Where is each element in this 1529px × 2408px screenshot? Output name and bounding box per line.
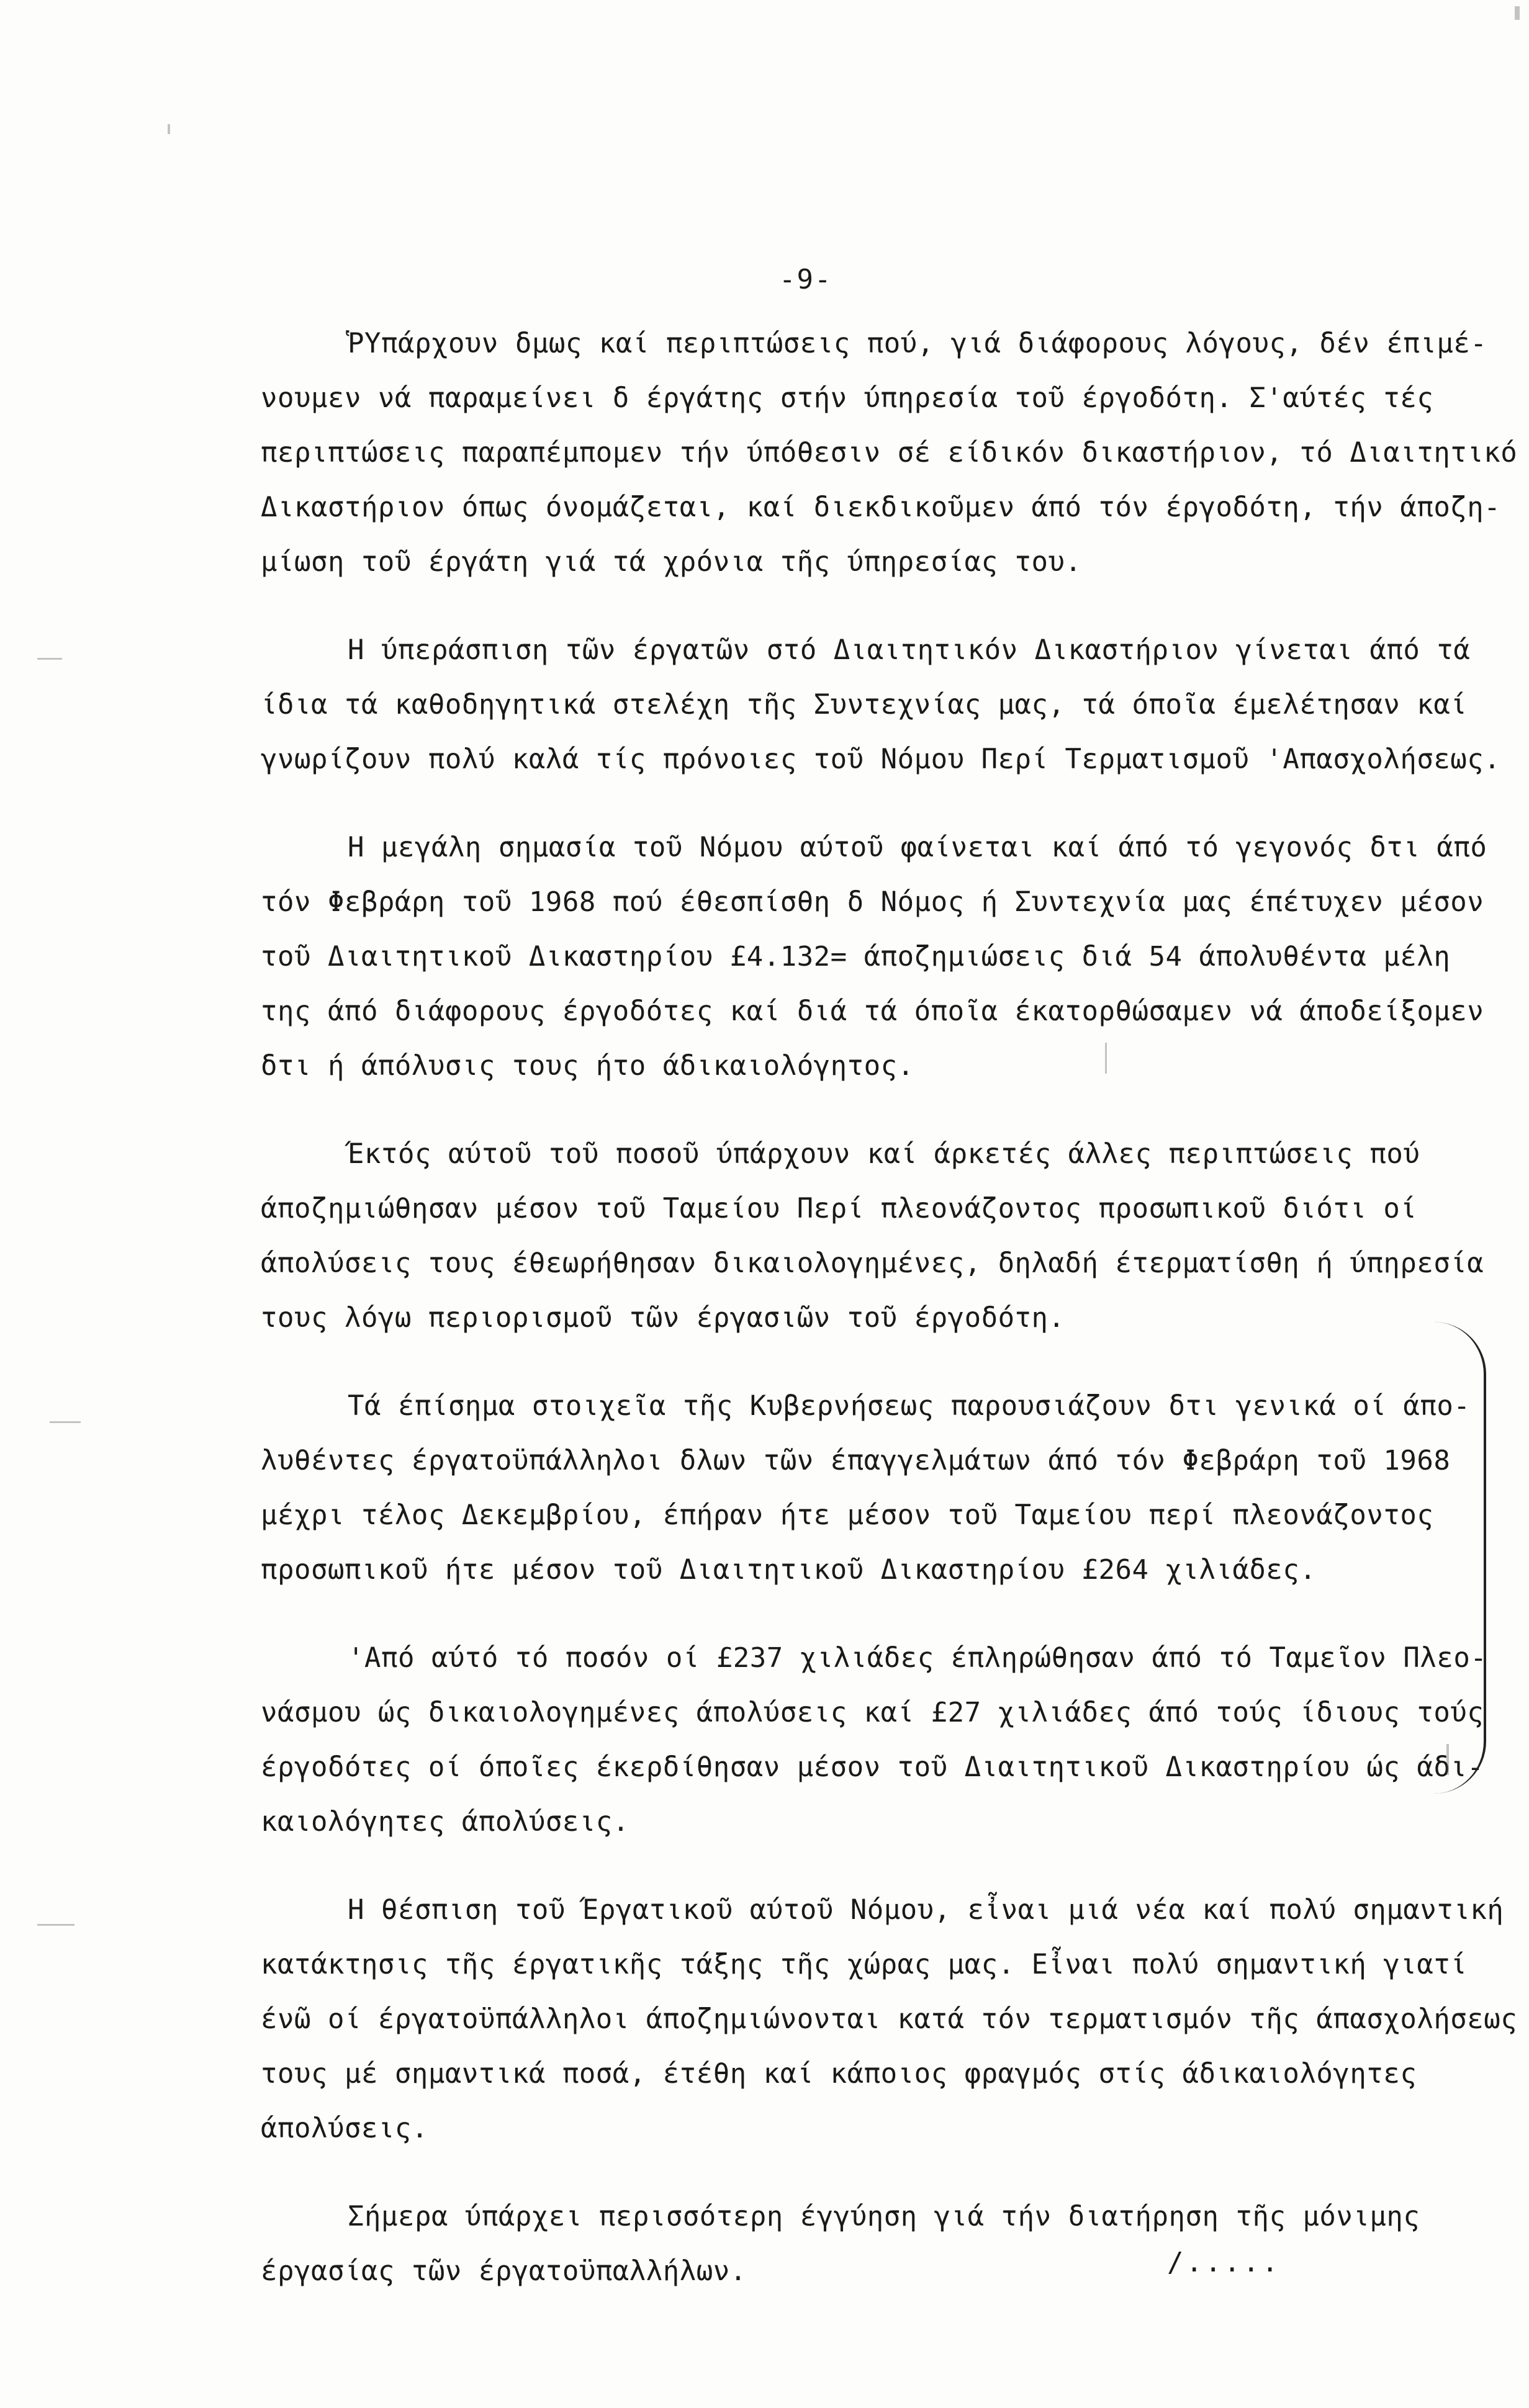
paragraph <box>261 1631 1487 1849</box>
text-line: Δικαστήριον όπως όνομάζεται, καί διεκδικοῦμεν άπό τόν έργοδότη, τήν άποζη- <box>261 492 1501 523</box>
text-line: μίωση τοῦ έργάτη γιά τά χρόνια τῆς ύπηρεσίας του. <box>261 546 1082 578</box>
text-line: μέχρι τέλος Δεκεμβρίου, έπήραν ήτε μέσον τοῦ Ταμείου περί πλεονάζοντος <box>261 1499 1434 1531</box>
text-line: 'Από αύτό τό ποσόν οί £237 χιλιάδες έπληρώθησαν άπό τό Ταμεῖον Πλεο- <box>348 1642 1487 1674</box>
text-line: Έκτός αύτοῦ τοῦ ποσοῦ ύπάρχουν καί άρκετές άλλες περιπτώσεις πού <box>348 1138 1420 1170</box>
text-line: Η μεγάλη σημασία τοῦ Νόμου αύτοῦ φαίνεται καί άπό τό γεγονός δτι άπό <box>348 832 1487 863</box>
paragraph <box>261 2190 1440 2299</box>
text-line: τοῦ Διαιτητικοῦ Δικαστηρίου £4.132= άποζημιώσεις διά 54 άπολυθέντα μέλη <box>261 941 1451 973</box>
handwritten-bracket-mark <box>1434 1322 1486 1794</box>
text-line: έργασίας τῶν έργατοϋπαλλήλων. <box>261 2255 747 2287</box>
text-line: τους μέ σημαντικά ποσά, έτέθη καί κάποιος φραγμός στίς άδικαιολόγητες <box>261 2058 1417 2090</box>
text-line: ίδια τά καθοδηγητικά στελέχη τῆς Συντεχνίας μας, τά όποῖα έμελέτησαν καί <box>261 689 1468 721</box>
paragraph <box>261 1379 1471 1597</box>
text-line: της άπό διάφορους έργοδότες καί διά τά όποῖα έκατορθώσαμεν νά άποδείξομεν <box>261 995 1484 1027</box>
text-line: έργοδότες οί όποῖες έκερδίθησαν μέσον τοῦ Διαιτητικοῦ Δικαστηρίου ώς άδι- <box>261 1751 1484 1783</box>
paragraph <box>261 317 1518 590</box>
text-line: λυθέντες έργατοϋπάλληλοι δλων τῶν έπαγγελμάτων άπό τόν Φεβράρη τοῦ 1968 <box>261 1445 1451 1476</box>
text-line: Η θέσπιση τοῦ Έργατικοῦ αύτοῦ Νόμου, εἶναι μιά νέα καί πολύ σημαντική <box>348 1894 1504 1926</box>
text-line: Η ύπεράσπιση τῶν έργατῶν στό Διαιτητικόν Δικαστήριον γίνεται άπό τά <box>348 634 1471 666</box>
continuation-mark: /..... <box>1167 2247 1281 2278</box>
text-line: άπολύσεις τους έθεωρήθησαν δικαιολογημένες, δηλαδή έτερματίσθη ή ύπηρεσία <box>261 1247 1484 1279</box>
text-line: ῬΥπάρχουν δμως καί περιπτώσεις πού, γιά διάφορους λόγους, δέν έπιμέ- <box>348 328 1487 359</box>
text-line: περιπτώσεις παραπέμπομεν τήν ύπόθεσιν σέ είδικόν δικαστήριον, τό Διαιτητικό <box>261 437 1518 469</box>
text-line: τους λόγω περιορισμοῦ τῶν έργασιῶν τοῦ έργοδότη. <box>261 1302 1065 1334</box>
text-line: Τά έπίσημα στοιχεῖα τῆς Κυβερνήσεως παρουσιάζουν δτι γενικά οί άπο- <box>348 1390 1471 1422</box>
text-line: κατάκτησις τῆς έργατικῆς τάξης τῆς χώρας μας. Εἶναι πολύ σημαντική γιατί <box>261 1949 1468 1980</box>
page-number: -9- <box>779 264 832 295</box>
text-line: ένῶ οί έργατοϋπάλληλοι άποζημιώνονται κατά τόν τερματισμόν τῆς άπασχολήσεως <box>261 2003 1518 2035</box>
text-line: Σήμερα ύπάρχει περισσότερη έγγύηση γιά τήν διατήρηση τῆς μόνιμης <box>348 2201 1420 2232</box>
paragraph <box>261 820 1487 1094</box>
text-line: άποζημιώθησαν μέσον τοῦ Ταμείου Περί πλεονάζοντος προσωπικοῦ διότι οί <box>261 1193 1417 1224</box>
scan-speck <box>168 124 170 134</box>
scan-speck <box>1105 1043 1107 1074</box>
paragraph <box>261 1127 1484 1346</box>
text-line: γνωρίζουν πολύ καλά τίς πρόνοιες τοῦ Νόμου Περί Τερματισμοῦ 'Απασχολήσεως. <box>261 744 1501 775</box>
text-line: νουμεν νά παραμείνει δ έργάτης στήν ύπηρεσία τοῦ έργοδότη. Σ'αύτές τές <box>261 382 1434 414</box>
paragraph <box>261 623 1501 787</box>
paragraph <box>261 1883 1518 2156</box>
text-line: άπολύσεις. <box>261 2113 428 2144</box>
text-line: δτι ή άπόλυσις τους ήτο άδικαιολόγητος. <box>261 1050 914 1082</box>
scan-speck <box>37 658 62 660</box>
text-line: προσωπικοῦ ήτε μέσον τοῦ Διαιτητικοῦ Δικαστηρίου £264 χιλιάδες. <box>261 1554 1317 1586</box>
text-line: τόν Φεβράρη τοῦ 1968 πού έθεσπίσθη δ Νόμος ή Συντεχνία μας έπέτυχεν μέσον <box>261 886 1484 918</box>
scan-speck <box>50 1421 81 1423</box>
scan-speck <box>37 1924 74 1926</box>
scan-speck <box>1446 1744 1449 1775</box>
body-text <box>261 317 1518 2332</box>
scan-speck <box>1515 6 1520 20</box>
text-line: καιολόγητες άπολύσεις. <box>261 1806 629 1838</box>
text-line: νάσμου ώς δικαιολογημένες άπολύσεις καί £27 χιλιάδες άπό τούς ίδιους τούς <box>261 1697 1484 1728</box>
